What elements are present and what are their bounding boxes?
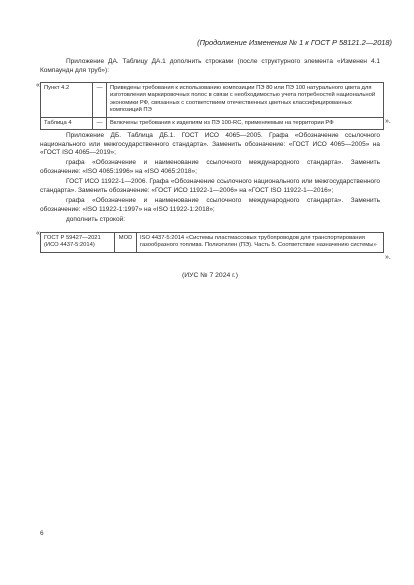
table1-open-quote: « xyxy=(36,82,40,89)
dash-cell: — xyxy=(93,117,107,129)
page-number: 6 xyxy=(40,530,44,537)
db-paragraph-4: графа «Обозначение и наименование ссылочного международного стандарта». Заменить обозначение: «ISO 11922-1:1997» на «ISO 11922-1:2018»; xyxy=(40,197,380,213)
db-paragraph-1: Приложение ДБ. Таблица ДБ.1. ГОСТ ИСО 4065—2005. Графа «Обозначение ссылочного национального или межгосударственного стандарта». Заменить обозначение: «ГОСТ ИСО 4065—2005» на «ГОСТ ISO 4065—2019»; xyxy=(40,132,380,157)
table2-close-quote: ». xyxy=(385,254,391,261)
table-db1-new-row xyxy=(40,232,384,253)
add-row-paragraph: дополнить строкой: xyxy=(66,216,126,223)
gost-designation-cell: ГОСТ Р 59427—2021 (ИСО 4437-5:2014) xyxy=(41,233,115,253)
dash-cell: — xyxy=(93,83,107,118)
intro-text: Приложение ДА. Таблицу ДА.1 дополнить строками (после структурного элемента «Изменен 4.1 Компаундн для труб»): xyxy=(40,58,380,74)
table1-close-quote: ». xyxy=(385,118,391,125)
table-row xyxy=(41,117,384,129)
db-paragraph-3: ГОСТ ИСО 11922-1—2006. Графа «Обозначение ссылочного национального или межгосударственного стандарта». Заменить обозначение: «ГОСТ ИСО 11922-1—2006» на «ГОСТ ISO 11922-1—2016»; xyxy=(40,178,380,194)
ius-note: (ИУС № 7 2024 г.) xyxy=(182,272,238,279)
table-row xyxy=(41,83,384,118)
description-cell: Включены требования к изделиям из ПЭ 100-RC, применяемым на территории РФ xyxy=(107,117,384,129)
intro-paragraph xyxy=(40,58,380,75)
continuation-header: (Продолжение Изменения № 1 к ГОСТ Р 58121.2—2018) xyxy=(197,38,392,47)
row-ref-cell: Таблица 4 xyxy=(41,117,93,129)
degree-cell: MOD xyxy=(115,233,137,253)
row-ref-cell: Пункт 4.2 xyxy=(41,83,93,118)
table-da1-additions xyxy=(40,82,384,130)
db-paragraph-2: графа «Обозначение и наименование ссылочного международного стандарта». Заменить обозначение: «ISO 4065:1996» на «ISO 4065:2018»; xyxy=(40,159,380,175)
iso-standard-cell: ISO 4437-5:2014 «Системы пластмассовых трубопроводов для транспортирования газообразного топлива. Полиэтилен (ПЭ). Часть 5. Соответствие назначению системы» xyxy=(137,233,384,253)
table2-open-quote: « xyxy=(36,230,40,237)
table-row xyxy=(41,233,384,253)
description-cell: Приведены требования к использованию композиции ПЭ 80 или ПЭ 100 натурального цвета для изготовления маркировочных полос в связи с необходимостью учета потребностей национальной экономики РФ, связанных с соответствием отечественных цветных классифицированных композиций ПЭ xyxy=(107,83,384,118)
